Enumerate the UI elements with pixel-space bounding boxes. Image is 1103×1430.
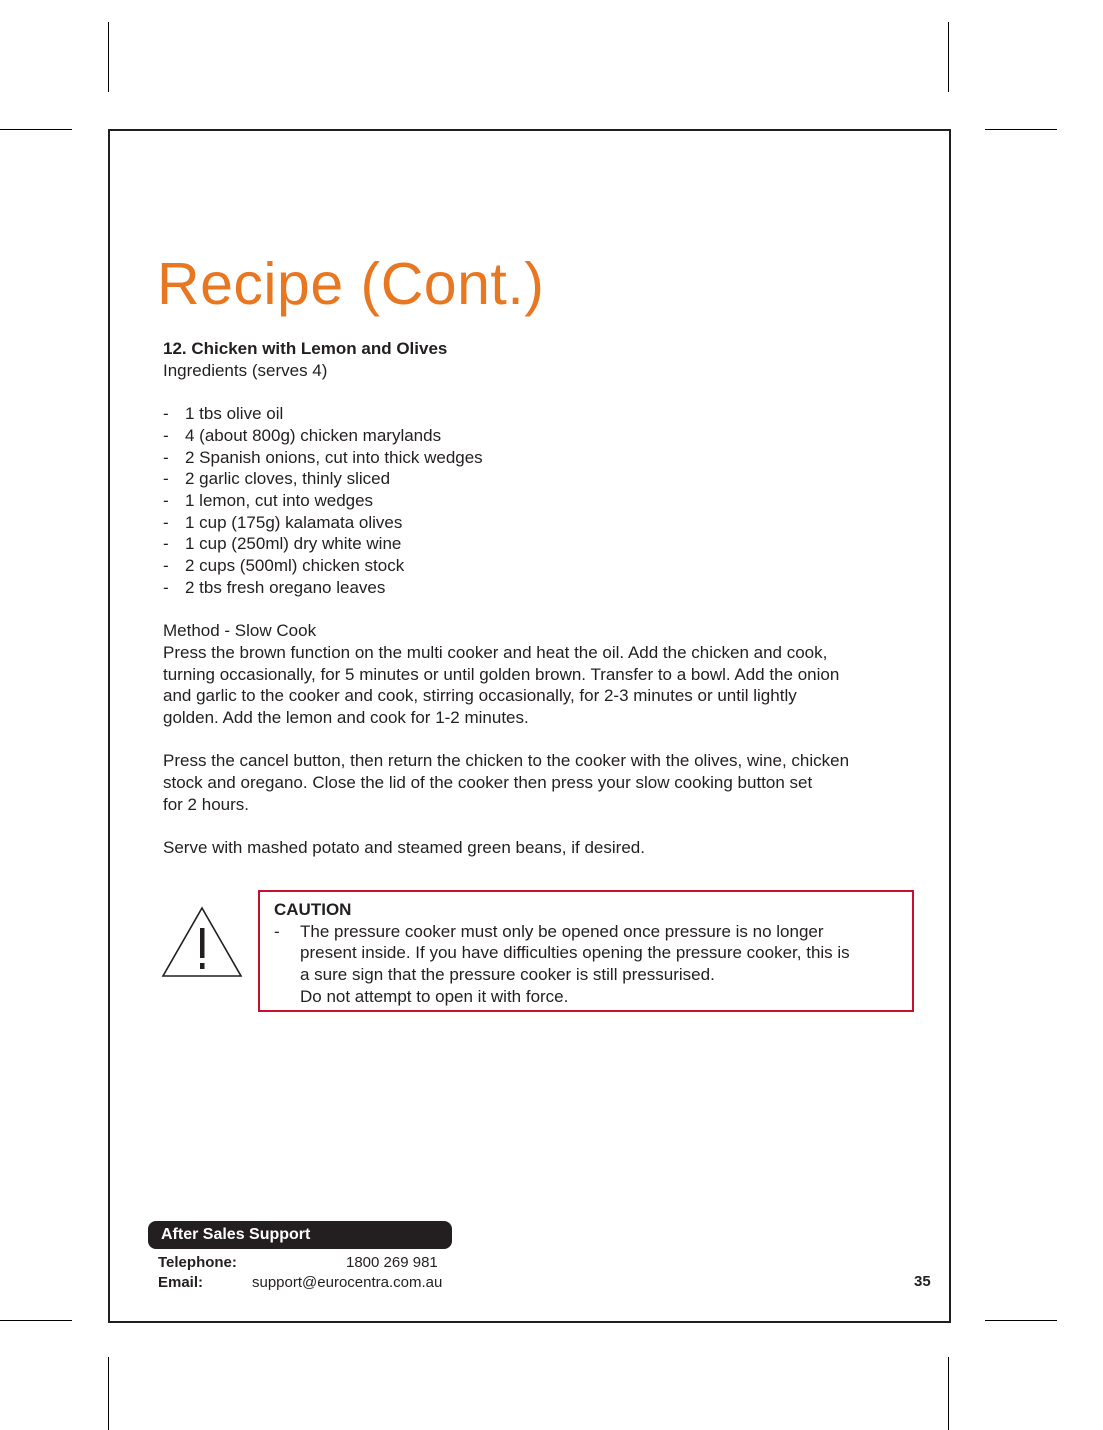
method-paragraph: Press the brown function on the multi cooker and heat the oil. Add the chicken and cook, turning occasionally, for 5 minutes or until golden brown. Transfer to a bowl. Add the onion and garlic to the cooker and cook, stirring occasionally, for 2-3 minutes or until lightly golden. Add the lemon and cook for 1-2 minutes. (163, 642, 840, 727)
list-item: - 2 cups (500ml) chicken stock (163, 556, 405, 576)
telephone-label: Telephone: (158, 1254, 237, 1271)
ingredients-label: Ingredients (serves 4) (163, 360, 328, 380)
crop-mark (0, 129, 72, 130)
ingredients-list (163, 403, 923, 598)
email-label: Email: (158, 1274, 204, 1291)
caution-text: The pressure cooker must only be opened once pressure is no longer present inside. If you have difficulties opening the pressure cooker, this is a sure sign that the pressure cooker is still pressurised. Do not attempt to open it with force. (300, 921, 850, 1006)
list-item: - 1 cup (250ml) dry white wine (163, 534, 402, 554)
page-number: 35 (914, 1273, 931, 1290)
after-sales-support-banner: After Sales Support (148, 1221, 452, 1249)
list-item: - 1 lemon, cut into wedges (163, 490, 374, 510)
caution-title: CAUTION (274, 900, 352, 919)
method-label: Method - Slow Cook (163, 621, 317, 641)
list-item: - 2 Spanish onions, cut into thick wedges (163, 447, 483, 467)
crop-mark (948, 1357, 949, 1430)
caution-dash: - (274, 921, 280, 941)
list-item: - 1 tbs olive oil (163, 404, 284, 424)
recipe-content (163, 338, 923, 859)
list-item: - 4 (about 800g) chicken marylands (163, 425, 442, 445)
method-paragraph: Serve with mashed potato and steamed green beans, if desired. (163, 838, 645, 858)
warning-triangle-icon (160, 905, 244, 979)
method-paragraph: Press the cancel button, then return the chicken to the cooker with the olives, wine, chicken stock and oregano. Close the lid of the cooker then press your slow cooking button set for 2 hours. (163, 751, 850, 814)
caution-box (258, 890, 914, 1012)
crop-mark (948, 22, 949, 92)
list-item: - 1 cup (175g) kalamata olives (163, 512, 403, 532)
crop-mark (0, 1320, 72, 1321)
recipe-heading: 12. Chicken with Lemon and Olives (163, 339, 448, 358)
telephone-number: 1800 269 981 (346, 1254, 438, 1271)
list-item: - 2 garlic cloves, thinly sliced (163, 469, 391, 489)
crop-mark (108, 22, 109, 92)
crop-mark (985, 1320, 1057, 1321)
crop-mark (985, 129, 1057, 130)
email-address: support@eurocentra.com.au (252, 1274, 443, 1291)
crop-mark (108, 1357, 109, 1430)
page-title: Recipe (Cont.) (157, 251, 545, 317)
list-item: - 2 tbs fresh oregano leaves (163, 577, 386, 597)
